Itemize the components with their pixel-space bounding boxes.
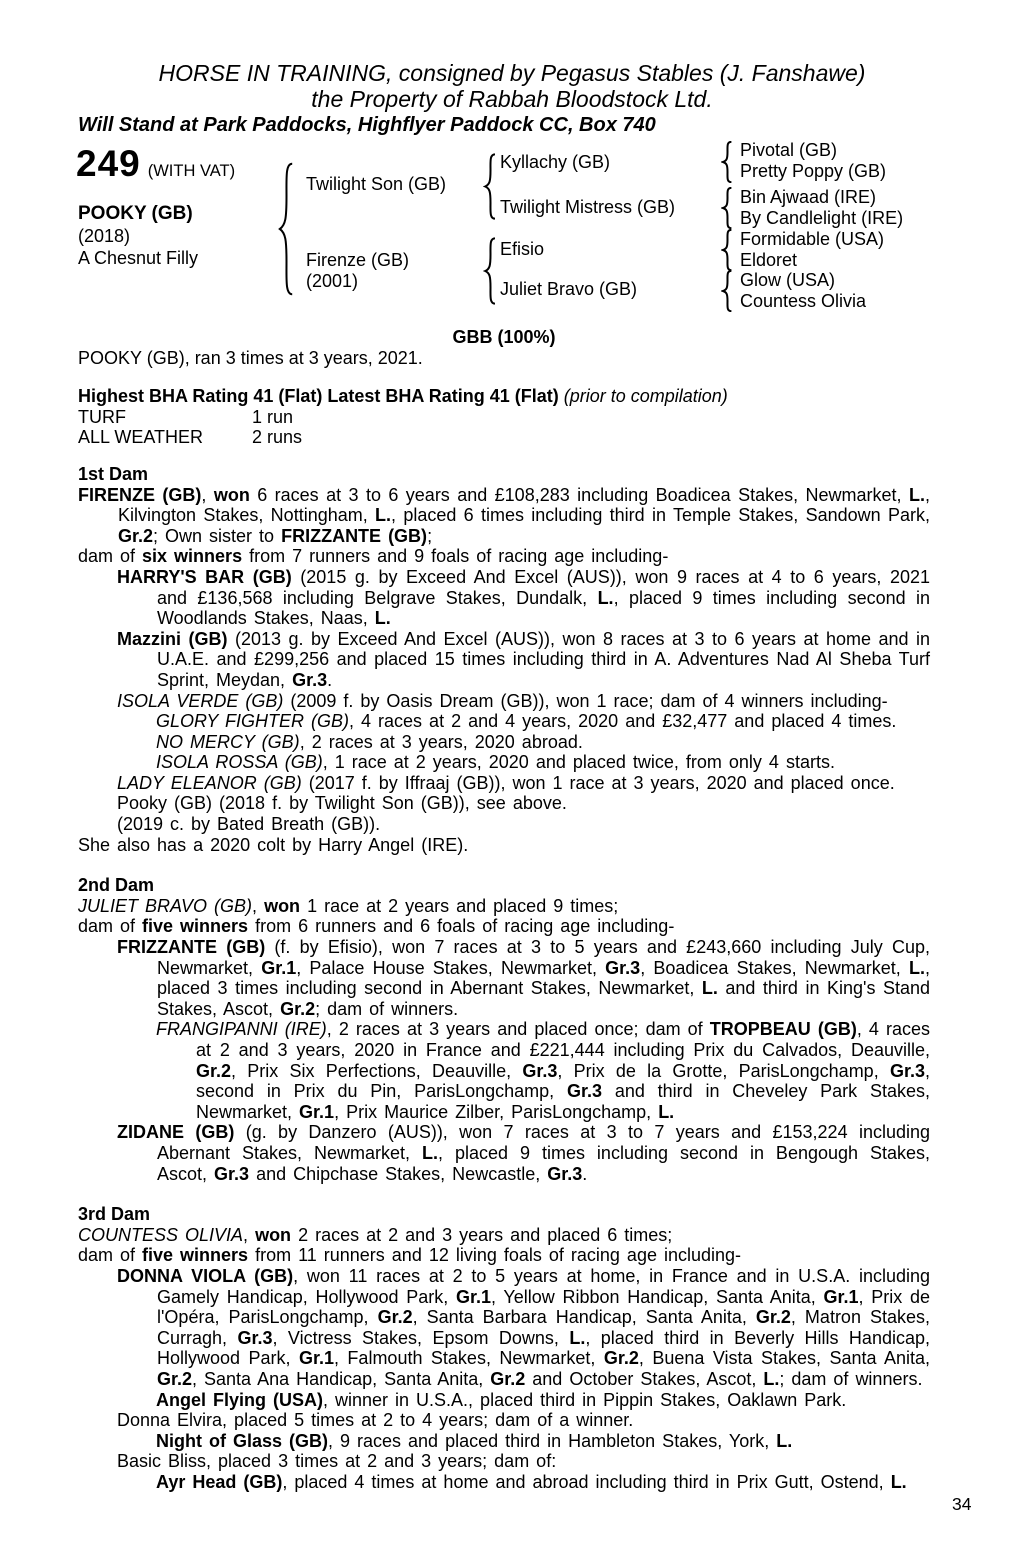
pedigree-paragraph [78, 773, 930, 794]
pedigree-text-segment: (2017 f. by Iffraaj (GB)), won 1 race at 3 years, 2020 and placed once. [301, 772, 895, 793]
pedigree-text-segment: L. [908, 957, 925, 978]
pedigree-text-segment: Gr.2 [196, 1060, 232, 1081]
pedigree-text-segment: Night of Glass (GB) [156, 1430, 328, 1451]
pedigree-text-segment: , Santa Ana Handicap, Santa Anita, [192, 1368, 491, 1389]
pedigree-paragraph [78, 814, 930, 835]
pedigree-text-segment: and Chipchase Stakes, Newcastle, [249, 1163, 548, 1184]
pedigree-gen3-pair [740, 270, 866, 312]
rating-surface-label: ALL WEATHER [78, 427, 204, 448]
pedigree-text-segment: She also has a 2020 colt by Harry Angel (IRE). [78, 834, 469, 855]
pedigree-text-segment: won [213, 484, 250, 505]
pedigree-dam [306, 250, 409, 292]
pedigree-paragraph [78, 1019, 930, 1122]
pedigree-text-segment: Gr.2 [490, 1368, 526, 1389]
pedigree-dam-name: Firenze (GB) [306, 250, 410, 270]
pedigree-paragraph [78, 485, 930, 547]
brace-icon [483, 153, 498, 220]
dam-section [78, 875, 930, 1184]
pedigree-gen3-name: Eldoret [740, 250, 798, 270]
lot-vat-note: (WITH VAT) [147, 162, 236, 180]
pedigree-text-segment: COUNTESS OLIVIA [78, 1224, 244, 1245]
pedigree-text-segment: , Palace House Stakes, Newmarket, [296, 957, 606, 978]
pedigree-text-segment: Gr.3 [292, 669, 328, 690]
pedigree-text-segment: , Victress Stakes, Epsom Downs, [272, 1327, 570, 1348]
dam-section [78, 1204, 930, 1492]
pedigree-text-segment: DONNA VIOLA (GB) [117, 1265, 294, 1286]
pedigree-paragraph [78, 732, 930, 753]
rating-surface-value: 2 runs [252, 427, 303, 448]
pedigree-text-segment: , 2 races at 3 years, 2020 abroad. [299, 731, 583, 752]
pedigree-text-segment: , Santa Barbara Handicap, Santa Anita, [412, 1307, 756, 1328]
lot-horse-block [78, 203, 198, 269]
pedigree-text-segment: Gr.1 [298, 1348, 334, 1369]
rating-row [78, 407, 930, 428]
pedigree-text-segment: Gr.1 [455, 1286, 492, 1307]
property-line: the Property of Rabbah Bloodstock Ltd. [311, 86, 713, 112]
pedigree-text-segment: , Prix de l'Opéra, ParisLongchamp, [157, 1286, 930, 1328]
rating-row [78, 427, 930, 448]
pedigree-dam-year: (2001) [306, 271, 359, 291]
dam-section-heading: 1st Dam [78, 463, 149, 484]
pedigree-text-segment: Gr.2 [377, 1307, 413, 1328]
pedigree-text-segment: Mazzini (GB) [117, 628, 228, 649]
brace-icon [277, 161, 296, 297]
pedigree-text-segment: dam of [78, 1245, 143, 1266]
pedigree-text-segment: , Falmouth Stakes, Newmarket, [333, 1348, 604, 1369]
dam-sections [78, 464, 930, 1493]
stand-location-line: Will Stand at Park Paddocks, Highflyer Paddock CC, Box 740 [78, 114, 656, 136]
pedigree-text-segment: Gr.1 [823, 1286, 859, 1307]
pedigree-text-segment: L. [701, 978, 718, 999]
rating-headline: Highest BHA Rating 41 (Flat) Latest BHA Rating 41 (Flat) [78, 386, 559, 407]
pedigree-text-segment: , placed 9 times including second in Woodlands Stakes, Naas, [157, 587, 931, 629]
pedigree-paragraph [78, 1225, 930, 1246]
pedigree-text-segment: Gr.2 [280, 998, 316, 1019]
pedigree-text-segment: 6 races at 3 to 6 years and £108,283 including Boadicea Stakes, Newmarket, [249, 484, 909, 505]
pedigree-text-segment: FRIZZANTE (GB) [281, 525, 428, 546]
pedigree-text-segment: Gr.1 [299, 1101, 335, 1122]
pedigree-text-segment: TROPBEAU (GB) [709, 1019, 857, 1040]
pedigree-text-segment: , second in Prix du Pin, ParisLongchamp, [196, 1060, 930, 1102]
pedigree-text-segment: HARRY'S BAR (GB) [117, 566, 292, 587]
pedigree-text-segment: , 4 races at 2 and 4 years, 2020 and £32,477 and placed 4 times. [349, 711, 897, 732]
pedigree-gen3-name: Pivotal (GB) [740, 140, 838, 160]
dam-section [78, 464, 930, 855]
pedigree-text-segment: FRIZZANTE (GB) [117, 937, 266, 958]
pedigree-text-segment: ISOLA ROSSA (GB) [156, 752, 323, 773]
pedigree-paragraph [78, 916, 930, 937]
pedigree-text-segment: , 1 race at 2 years, 2020 and placed twice, from only 4 starts. [322, 752, 835, 773]
pedigree-paragraph [78, 1410, 930, 1431]
pedigree-paragraph [78, 1431, 930, 1452]
brace-icon [721, 141, 734, 183]
pedigree-gen3-name: Bin Ajwaad (IRE) [740, 187, 877, 207]
pedigree-text-segment: dam of [78, 916, 143, 937]
pedigree-text-segment: five winners [142, 916, 249, 937]
pedigree-text-segment: (2013 g. by Exceed And Excel (AUS)), won 8 races at 3 to 6 years at home and in U.A.E. and £299,256 and placed 15 times including third in A. Adventures Nad Al Sheba Turf Sprint, Meydan, [157, 628, 930, 690]
pedigree-gen3-name: Pretty Poppy (GB) [740, 161, 887, 181]
pedigree-text-segment: from 11 runners and 12 living foals of racing age including- [248, 1245, 742, 1266]
pedigree-text-segment: L. [422, 1142, 439, 1163]
pedigree-text-segment: L. [374, 608, 391, 629]
pedigree-text-segment: , [252, 895, 265, 916]
pedigree-text-segment: NO MERCY (GB) [156, 731, 300, 752]
pedigree-paragraph [78, 1245, 930, 1266]
pedigree-chart [0, 137, 1024, 324]
pedigree-text-segment: , Matron Stakes, Curragh, [157, 1307, 930, 1348]
pedigree-text-segment: , Prix de la Grotte, ParisLongchamp, [557, 1060, 890, 1081]
pedigree-text-segment: Angel Flying (USA) [156, 1389, 323, 1410]
consignor-line: HORSE IN TRAINING, consigned by Pegasus Stables (J. Fanshawe) [158, 60, 866, 86]
pedigree-gen3-name: Glow (USA) [740, 270, 836, 290]
pedigree-paragraph [78, 896, 930, 917]
pedigree-text-segment: Basic Bliss, placed 3 times at 2 and 3 years; dam of: [117, 1451, 557, 1472]
pedigree-gen3-pair [740, 140, 886, 182]
pedigree-text-segment: LADY ELEANOR (GB) [117, 772, 302, 793]
pedigree-text-segment: ; dam of winners. [779, 1368, 923, 1389]
lot-horse-name: POOKY (GB) [78, 203, 193, 224]
pedigree-sire: Twilight Son (GB) [306, 174, 447, 194]
catalogue-body [78, 327, 930, 1492]
pedigree-text-segment: , 9 races and placed third in Hambleton Stakes, York, [328, 1430, 777, 1451]
lot-horse-year: (2018) [78, 226, 131, 246]
pedigree-text-segment: , winner in U.S.A., placed third in Pippin Stakes, Oaklawn Park. [323, 1389, 847, 1410]
pedigree-text-segment: (f. by Efisio), won 7 races at 3 to 5 years and £243,660 including July Cup, Newmarket, [157, 937, 930, 978]
pedigree-paragraph [78, 1266, 930, 1390]
pedigree-text-segment: L. [890, 1471, 907, 1492]
pedigree-text-segment: , placed third in Beverly Hills Handicap, Hollywood Park, [157, 1327, 930, 1369]
pedigree-text-segment: Gr.3 [547, 1163, 583, 1184]
pedigree-text-segment: won [255, 1224, 292, 1245]
pedigree-paragraph [78, 691, 930, 712]
pedigree-text-segment: , won 11 races at 2 to 5 years at home, in France and in U.S.A. including Gamely Handicap, Hollywood Park, [157, 1265, 930, 1307]
pedigree-text-segment: from 7 runners and 9 foals of racing age including- [242, 546, 669, 567]
pedigree-text-segment: and third in Cheveley Park Stakes, Newmarket, [196, 1081, 930, 1122]
pedigree-dam-dam: Juliet Bravo (GB) [500, 279, 638, 299]
gbb-note: GBB (100%) [452, 327, 556, 347]
dam-section-heading: 2nd Dam [78, 875, 155, 896]
pedigree-text-segment: ; dam of winners. [315, 998, 459, 1019]
pedigree-text-segment: FRANGIPANNI (IRE) [156, 1019, 327, 1040]
pedigree-text-segment: L. [763, 1368, 780, 1389]
pedigree-text-segment: from 6 runners and 6 foals of racing age including- [248, 916, 675, 937]
pedigree-dam-sire: Efisio [500, 239, 545, 259]
pedigree-paragraph [78, 793, 930, 814]
race-record-line: POOKY (GB), ran 3 times at 3 years, 2021. [78, 347, 423, 368]
pedigree-text-segment: , [243, 1224, 256, 1245]
pedigree-text-segment: , placed 3 times including second in Abernant Stakes, Newmarket, [157, 957, 930, 999]
pedigree-text-segment: Gr.1 [261, 957, 297, 978]
pedigree-text-segment: L. [569, 1327, 586, 1348]
pedigree-text-segment: , Yellow Ribbon Handicap, Santa Anita, [491, 1286, 824, 1307]
pedigree-paragraph [78, 752, 930, 773]
pedigree-gen3-name: Formidable (USA) [740, 229, 885, 249]
pedigree-text-segment: L. [658, 1101, 675, 1122]
pedigree-text-segment: Gr.2 [118, 525, 154, 546]
pedigree-text-segment: Gr.3 [889, 1060, 925, 1081]
dam-section-heading: 3rd Dam [78, 1204, 151, 1225]
pedigree-text-segment: Gr.3 [567, 1081, 603, 1102]
pedigree-text-segment: , Boadicea Stakes, Newmarket, [640, 957, 909, 978]
pedigree-text-segment: L. [375, 505, 392, 526]
rating-block [78, 386, 930, 448]
pedigree-text-segment: Gr.3 [214, 1163, 250, 1184]
pedigree-gen3-pair [740, 229, 884, 271]
pedigree-paragraph [78, 711, 930, 732]
pedigree-text-segment: , 2 races at 3 years and placed once; dam of [326, 1019, 710, 1040]
pedigree-text-segment: FIRENZE (GB) [78, 484, 202, 505]
pedigree-paragraph [78, 629, 930, 691]
pedigree-text-segment: . [327, 669, 333, 690]
pedigree-text-segment: dam of [78, 546, 143, 567]
pedigree-text-segment: , Prix Six Perfections, Deauville, [231, 1060, 523, 1081]
pedigree-sire-dam: Twilight Mistress (GB) [500, 197, 676, 217]
rating-surface-value: 1 run [252, 406, 294, 427]
pedigree-gen3-name: By Candlelight (IRE) [740, 208, 904, 228]
pedigree-text-segment: ISOLA VERDE (GB) [117, 690, 284, 711]
pedigree-text-segment: . [582, 1163, 588, 1184]
brace-icon [483, 237, 498, 305]
page-header [0, 0, 1024, 137]
pedigree-text-segment: , Prix Maurice Zilber, ParisLongchamp, [334, 1101, 659, 1122]
pedigree-paragraph [78, 567, 930, 629]
pedigree-text-segment: JULIET BRAVO (GB) [78, 895, 253, 916]
pedigree-text-segment: 2 races at 2 and 3 years and placed 6 times; [291, 1224, 673, 1245]
pedigree-text-segment: Gr.3 [237, 1327, 273, 1348]
pedigree-text-segment: , placed 6 times including third in Temple Stakes, Sandown Park, [391, 505, 930, 526]
pedigree-paragraph [78, 1472, 930, 1493]
pedigree-text-segment: Gr.2 [157, 1368, 193, 1389]
pedigree-text-segment: (2019 c. by Bated Breath (GB)). [117, 814, 381, 835]
rating-surface-label: TURF [78, 406, 126, 427]
pedigree-text-segment: (2009 f. by Oasis Dream (GB)), won 1 race; dam of 4 winners including- [283, 690, 888, 711]
pedigree-text-segment: six winners [142, 546, 243, 567]
pedigree-text-segment: L. [597, 587, 614, 608]
pedigree-text-segment: Donna Elvira, placed 5 times at 2 to 4 years; dam of a winner. [117, 1410, 634, 1431]
pedigree-text-segment: 1 race at 2 years and placed 9 times; [300, 895, 619, 916]
rating-headline-line [78, 386, 930, 407]
pedigree-text-segment: L. [776, 1430, 793, 1451]
pedigree-text-segment: (2015 g. by Exceed And Excel (AUS)), won 9 races at 4 to 6 years, 2021 and £136,568 including Belgrave Stakes, Dundalk, [157, 566, 931, 608]
pedigree-text-segment: , placed 4 times at home and abroad including third in Prix Gutt, Ostend, [282, 1471, 891, 1492]
pedigree-text-segment: five winners [142, 1245, 249, 1266]
pedigree-text-segment: , 4 races at 2 and 3 years, 2020 in France and £221,444 including Prix du Calvados, Deauville, [196, 1019, 931, 1060]
pedigree-text-segment: , [201, 484, 214, 505]
pedigree-text-segment: won [264, 895, 301, 916]
pedigree-paragraph [78, 1122, 930, 1184]
pedigree-text-segment: Gr.3 [522, 1060, 558, 1081]
brace-icon [721, 270, 734, 312]
pedigree-paragraph [78, 937, 930, 1019]
pedigree-paragraph [78, 1451, 930, 1472]
pedigree-text-segment: , Kilvington Stakes, Nottingham, [118, 484, 930, 526]
pedigree-text-segment: ; [427, 525, 433, 546]
pedigree-sire-sire: Kyllachy (GB) [500, 152, 611, 172]
pedigree-text-segment: Gr.2 [603, 1348, 639, 1369]
pedigree-text-segment: , placed 9 times including second in Bengough Stakes, Ascot, [157, 1142, 931, 1184]
pedigree-gen3-pair [740, 187, 903, 229]
pedigree-text-segment: and October Stakes, Ascot, [525, 1368, 764, 1389]
pedigree-text-segment: Gr.2 [755, 1307, 791, 1328]
pedigree-text-segment: ; Own sister to [153, 525, 282, 546]
pedigree-text-segment: L. [908, 484, 925, 505]
pedigree-text-segment: and third in King's Stand Stakes, Ascot, [157, 978, 930, 1019]
pedigree-paragraph [78, 835, 930, 856]
pedigree-paragraph [78, 1390, 930, 1411]
rating-note: (prior to compilation) [563, 386, 728, 407]
brace-icon [721, 229, 734, 271]
lot-number: 249 [76, 143, 141, 184]
pedigree-text-segment: Pooky (GB) (2018 f. by Twilight Son (GB)), see above. [117, 793, 567, 814]
pedigree-gen3-name: Countess Olivia [740, 291, 867, 311]
lot-horse-description: A Chesnut Filly [78, 248, 199, 268]
lot-line [76, 143, 235, 185]
pedigree-text-segment: , Buena Vista Stakes, Santa Anita, [638, 1348, 930, 1369]
page-number: 34 [952, 1494, 972, 1514]
pedigree-paragraph [78, 546, 930, 567]
pedigree-text-segment: (g. by Danzero (AUS)), won 7 races at 3 to 7 years and £153,224 including Abernant Stakes, Newmarket, [157, 1122, 930, 1163]
brace-icon [721, 187, 734, 229]
pedigree-text-segment: GLORY FIGHTER (GB) [156, 711, 350, 732]
pedigree-text-segment: Gr.3 [605, 957, 641, 978]
pedigree-text-segment: Ayr Head (GB) [156, 1471, 283, 1492]
pedigree-text-segment: ZIDANE (GB) [117, 1122, 235, 1143]
